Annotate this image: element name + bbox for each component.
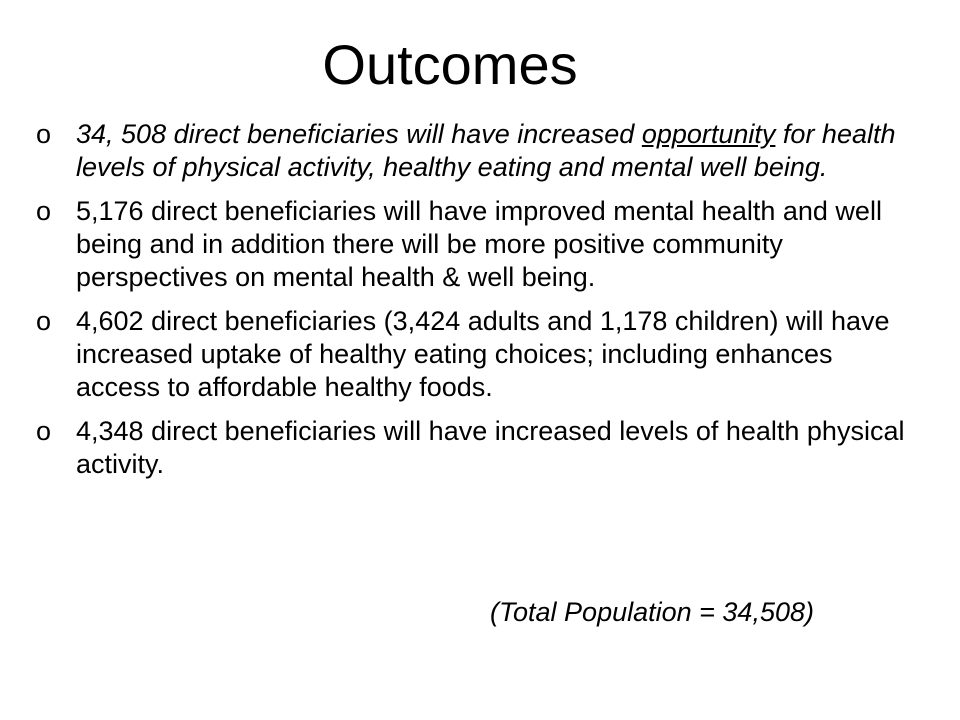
outcome-1-part2: for health levels of physical activity, healthy eating and mental well being.: [76, 119, 896, 182]
outcome-item-2: [36, 195, 916, 294]
bullet-marker: o: [36, 306, 52, 336]
bullet-marker: o: [36, 196, 52, 226]
total-population-note: (Total Population = 34,508): [490, 597, 814, 627]
outcome-item-1: [36, 118, 916, 184]
outcome-1-part1: 34, 508 direct beneficiaries will have increased: [76, 119, 642, 149]
outcome-text-2: 5,176 direct beneficiaries will have improved mental health and well being and in addition there will be more positive community perspectives on mental health & well being.: [76, 196, 882, 292]
outcome-text-1: [76, 119, 896, 182]
outcome-item-4: [36, 415, 916, 481]
bullet-marker: o: [36, 416, 52, 446]
outcome-item-3: [36, 305, 916, 404]
outcome-text-4: 4,348 direct beneficiaries will have increased levels of health physical activity.: [76, 416, 905, 479]
outcome-text-3: 4,602 direct beneficiaries (3,424 adults and 1,178 children) will have increased uptake of healthy eating choices; including enhances access to affordable healthy foods.: [76, 306, 890, 402]
bullet-marker: o: [36, 119, 52, 149]
slide-title: Outcomes: [322, 33, 578, 96]
outcome-1-underlined: opportunity: [641, 119, 776, 149]
outcomes-list: [36, 118, 916, 492]
